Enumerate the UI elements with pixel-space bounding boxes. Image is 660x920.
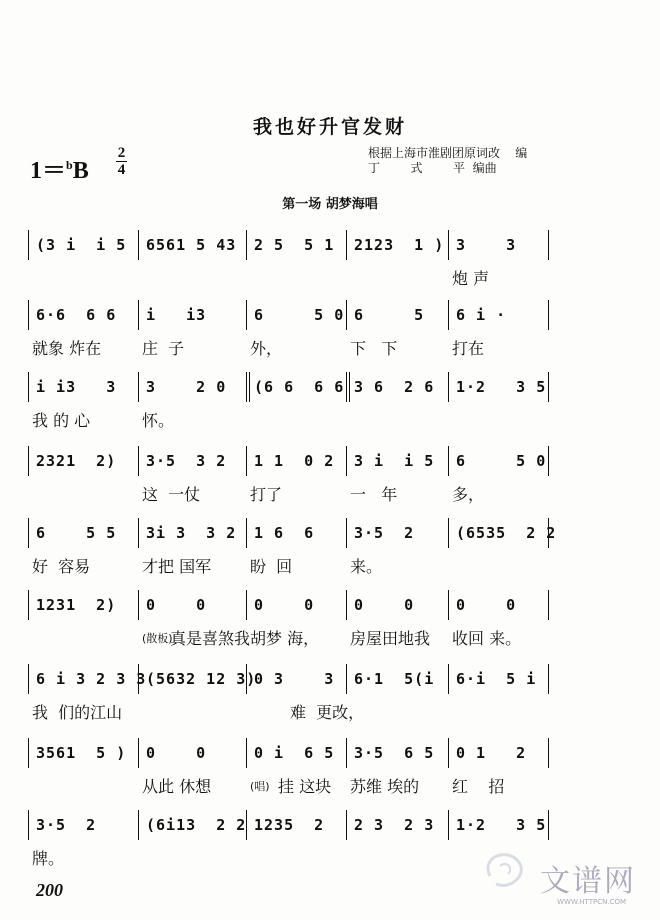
bar-line [448,738,449,768]
bar-line [448,518,449,548]
bar-line [246,590,247,620]
measure: 2321 2) [36,452,117,470]
bar-line [548,372,549,402]
lyric-text: (唱) [250,780,270,793]
meter-bottom: 4 [117,162,126,178]
lyric-text: 炮 声 [452,269,490,288]
measure: 0 0 [146,596,207,614]
bar-line [28,518,29,548]
measure: 6 i 3 2 3 3 [36,670,147,688]
score-system [28,590,560,652]
lyric-text: 难 更改， [290,703,365,722]
measure: 2 3 2 3 [354,816,435,834]
measure: 3·5 2 [354,524,415,542]
meter-top: 2 [117,145,126,161]
lyric-text: 一 年 [350,485,398,504]
bar-line [548,300,549,330]
bar-line [448,300,449,330]
score-system [28,738,560,800]
measure: (5632 12 3) [146,670,257,688]
measure: 6·i 5 i [456,670,537,688]
lyric-text: 苏维 埃的 [350,777,420,796]
lyric-text: 庄 子 [142,339,185,358]
lyric-text: 胡梦 海， [250,629,320,648]
lyric-text: 这 一仗 [142,485,201,504]
measure: 6561 5 43 [146,236,237,254]
measure: 0 3 3 [254,670,335,688]
measure: 1·2 3 5 [456,378,547,396]
measure: (6i13 2 2 [146,816,247,834]
measure: 0 1 2 [456,744,527,762]
bar-line [448,590,449,620]
lyric-text: 红 招 [452,777,505,796]
bar-line [246,300,247,330]
measure: 6 5 5 [36,524,117,542]
bar-line [448,664,449,694]
measure: (6 6 6 6 [254,378,345,396]
measure: 1235 2 [254,816,325,834]
measure: 0 i 6 5 [254,744,335,762]
bar-line [548,590,549,620]
bar-line [138,230,139,260]
measure: 6 5 0 [254,306,345,324]
lyric-text: 从此 休想 [142,777,212,796]
bar-line [346,446,347,476]
measure: 6·6 6 6 [36,306,117,324]
bar-line [346,810,347,840]
bar-line [346,518,347,548]
measure: 3 i i 5 [354,452,435,470]
bar-line [28,590,29,620]
bar-line [246,446,247,476]
lyric-text: 挂 这块 [278,777,332,796]
bar-line [346,372,350,402]
measure: 3·5 3 2 [146,452,227,470]
bar-line [448,810,449,840]
measure: 3 6 2 6 [354,378,435,396]
lyric-text: 我 的 心 [32,411,91,430]
lyric-text: 打在 [452,339,485,358]
measure: i i3 [146,306,207,324]
bar-line [448,230,449,260]
bar-line [346,664,347,694]
score-system [28,230,560,292]
bar-line [246,518,247,548]
measure: 3·5 2 [36,816,97,834]
lyric-text: 多， [452,485,485,504]
lyric-text: 打了 [250,485,283,504]
time-signature [116,146,127,177]
bar-line [138,518,139,548]
measure: i i3 3 [36,378,117,396]
bar-line [138,590,139,620]
measure: 3·5 6 5 [354,744,435,762]
bar-line [448,372,449,402]
measure: 6 i · [456,306,507,324]
key-signature [30,150,89,185]
lyric-text: 下 下 [350,339,398,358]
bar-line [138,810,139,840]
measure: 1 1 0 2 [254,452,335,470]
bar-line [28,664,29,694]
lyric-text: 真是喜煞我 [170,629,251,648]
measure: 6 5 [354,306,425,324]
bar-line [346,590,347,620]
bar-line [246,230,247,260]
measure: (3 i i 5 [36,236,127,254]
watermark-url: WWW.HTTPCN.COM [557,898,626,906]
bar-line [28,372,29,402]
lyric-text: 才把 国军 [142,557,212,576]
lyric-text: (散板) [142,632,173,645]
bar-line [548,446,549,476]
score-system [28,446,560,508]
measure: 0 0 [254,596,315,614]
lyric-text: 来。 [350,557,383,576]
measure: 2123 1 ) [354,236,445,254]
measure: 6·1 5(i [354,670,435,688]
lyric-text: 盼 回 [250,557,293,576]
lyric-text: 房屋田地我 [350,629,431,648]
bar-line [548,738,549,768]
credits [368,146,527,176]
bar-line [28,738,29,768]
measure: 0 0 [456,596,517,614]
measure: 1 6 6 [254,524,315,542]
lyric-text: 怀。 [142,411,175,430]
lyric-text: 我 们的江山 [32,703,123,722]
measure: 2 5 5 1 [254,236,335,254]
bar-line [28,230,29,260]
measure: 0 0 [146,744,207,762]
score-system [28,372,560,434]
score-title: 我也好升官发财 [252,116,407,138]
bar-line [138,738,139,768]
page-number: 200 [36,880,63,900]
measure: 1231 2) [36,596,117,614]
bar-line [28,300,29,330]
measure: 3i 3 3 2 [146,524,237,542]
measure: 3 3 [456,236,517,254]
key-prefix: 1＝ [30,158,66,184]
lyric-text: 就象 炸在 [32,339,102,358]
score-system [28,664,560,726]
credits-line-1: 根据上海市淮剧团原词改 编 [368,146,528,160]
bar-line [28,446,29,476]
measure: (6535 2 2 [456,524,557,542]
bar-line [138,300,139,330]
bar-line [548,230,549,260]
bar-line [448,446,449,476]
bar-line [346,738,347,768]
bar-line [138,372,139,402]
score-system [28,518,560,580]
lyric-text: 收回 来。 [452,629,522,648]
score-system [28,300,560,362]
measure: 3561 5 ) [36,744,127,762]
key-note: B [72,158,89,184]
bar-line [548,664,549,694]
bar-line [346,300,347,330]
section-heading: 第一场 胡梦海唱 [282,197,378,212]
measure: 3 2 0 [146,378,227,396]
measure: 6 5 0 [456,452,547,470]
bar-line [246,372,250,402]
lyric-text: 牌。 [32,849,65,868]
bar-line [246,738,247,768]
credits-line-2: 丁 式 平 编曲 [368,161,497,175]
bar-line [346,230,347,260]
lyric-text: 外， [250,339,283,358]
measure: 1·2 3 5 [456,816,547,834]
watermark-text: 文谱网 [540,864,636,899]
key-flat: b [66,158,73,172]
measure: 0 0 [354,596,415,614]
bar-line [138,446,139,476]
bar-line [28,810,29,840]
lyric-text: 好 容易 [32,557,91,576]
